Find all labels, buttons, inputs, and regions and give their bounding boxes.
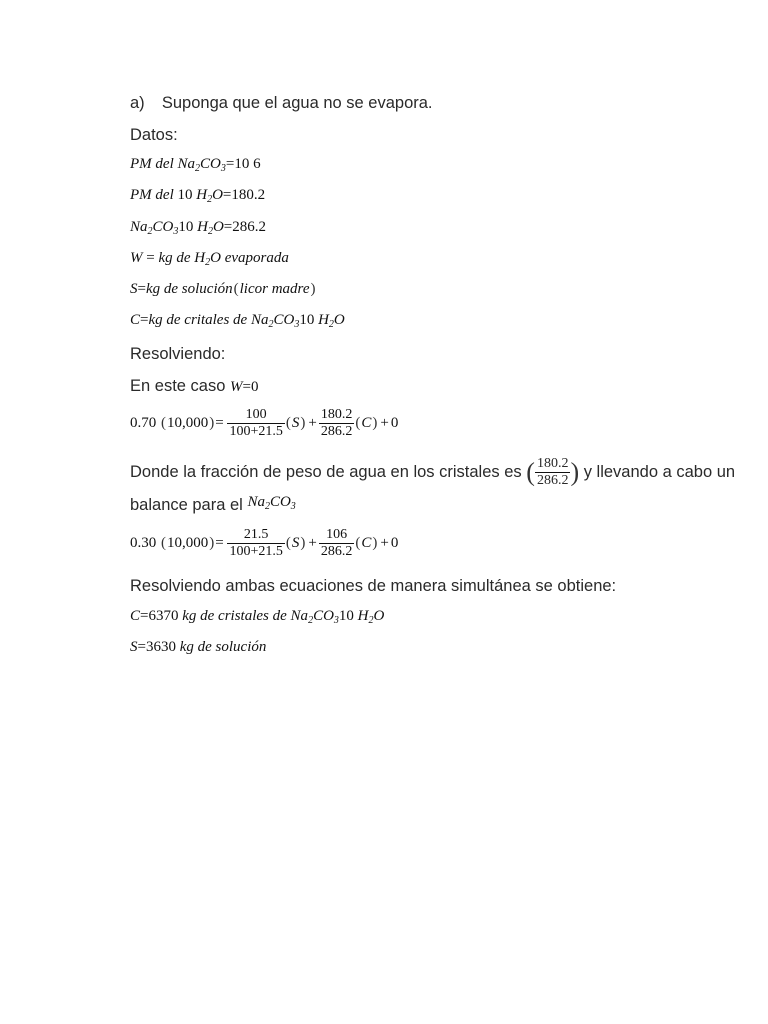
c-definition: C=kg de critales de $Na_2CO_310$ $H_2O$ bbox=[130, 312, 345, 330]
fraction-water-in-crystals: $\frac{180.2}{286.2}$ bbox=[536, 456, 569, 488]
equation-carbonate-balance: 0.30 (10,000)= $\frac{21.5}{100+21.5}$ (S) + $\frac{106}{286.2}$ (C) + 0 bbox=[130, 527, 399, 559]
equation-water-balance: 0.70 (10,000)= $\frac{100}{100+21.5}$ (S) + $\frac{180.2}{286.2}$ (C) + 0 bbox=[130, 407, 399, 439]
fraction-180-2-over-286-2: $\frac{180.2}{286.2}$ bbox=[320, 407, 353, 439]
caso-line: En este caso W=0 bbox=[130, 377, 259, 395]
list-marker: a) bbox=[130, 94, 145, 112]
intro-line bbox=[130, 94, 433, 113]
intro-text: Suponga que el agua no se evapora. bbox=[161, 94, 433, 112]
pm-na2co3-formula: PM del $Na_2CO_3=10$ 6 bbox=[130, 156, 261, 174]
fraction-21-5-over-121-5: $\frac{21.5}{100+21.5}$ bbox=[229, 527, 283, 559]
fraction-100-over-121-5: $\frac{100}{100+21.5}$ bbox=[229, 407, 283, 439]
result-c: C=6370 kg de cristales de $Na_2CO_310$ $H_2O$ bbox=[130, 608, 385, 626]
s-definition: S=kg de solución(licor madre) bbox=[130, 281, 316, 297]
decahydrate-formula: $Na_2CO_310$ $H_2O=286.2$ bbox=[130, 219, 267, 237]
w-definition: W = kg de $H_2O$ evaporada bbox=[130, 250, 289, 268]
balance-formula: $Na_2CO_3$ bbox=[247, 494, 296, 512]
balance-line: balance para el $Na_2CO_3$ bbox=[130, 494, 296, 514]
resolviendo-heading: Resolviendo: bbox=[130, 345, 226, 363]
donde-line: Donde la fracción de peso de agua en los cristales es ( $\frac{180.2}{286.2}$ ) y llevando a cabo un bbox=[130, 456, 736, 488]
pm-h2o-formula: PM del 10 $H_2O=180.2$ bbox=[130, 187, 266, 205]
resolviendo-ambas-line: Resolviendo ambas ecuaciones de manera simultánea se obtiene: bbox=[130, 577, 617, 595]
datos-heading: Datos: bbox=[130, 126, 178, 144]
result-s: S=3630 kg de solución bbox=[130, 639, 267, 655]
fraction-106-over-286-2: $\frac{106}{286.2}$ bbox=[320, 527, 353, 559]
